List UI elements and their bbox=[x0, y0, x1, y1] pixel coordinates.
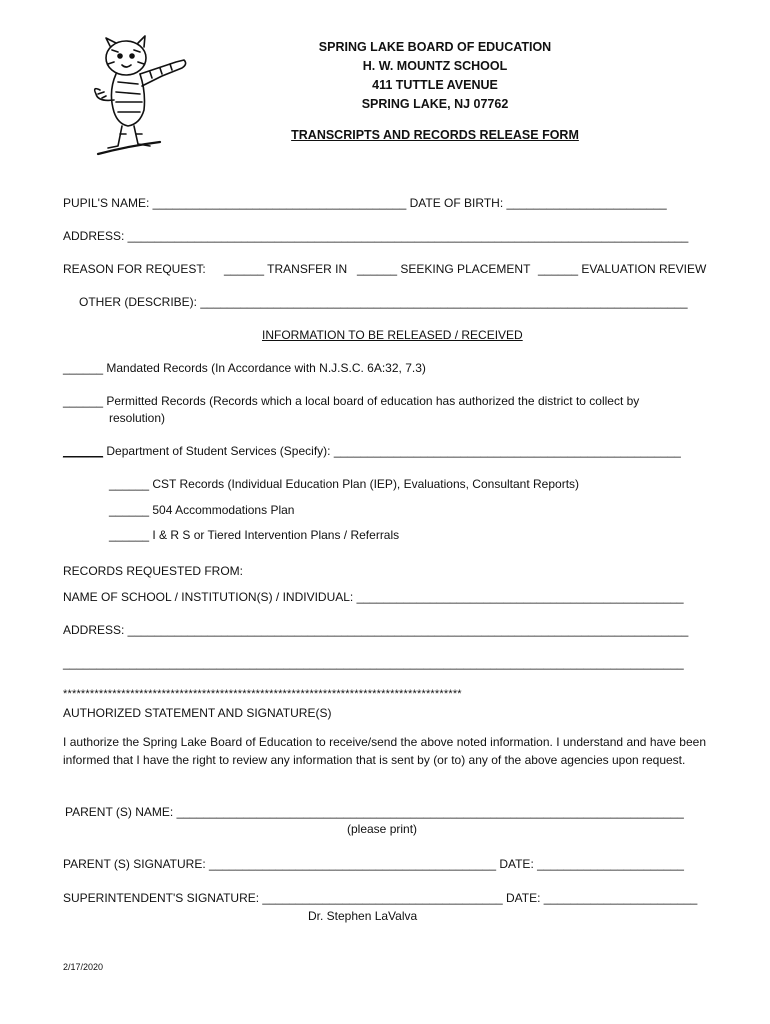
header-line-board: SPRING LAKE BOARD OF EDUCATION bbox=[318, 40, 552, 54]
header-line-address: 411 TUTTLE AVENUE bbox=[372, 78, 498, 92]
student-services-blank[interactable]: ______ bbox=[63, 444, 104, 458]
permitted-records-cont: resolution) bbox=[109, 411, 166, 425]
other-describe-field[interactable]: OTHER (DESCRIBE): _________________________________________________________________________ bbox=[79, 295, 688, 309]
reason-label: REASON FOR REQUEST: bbox=[63, 262, 206, 276]
address-field[interactable]: ADDRESS: ____________________________________________________________________________________ bbox=[63, 229, 689, 243]
student-services-option[interactable] bbox=[63, 443, 681, 459]
evaluation-review-option[interactable]: ______ EVALUATION REVIEW bbox=[538, 262, 707, 276]
header-line-school: H. W. MOUNTZ SCHOOL bbox=[362, 59, 508, 73]
parent-signature-field[interactable]: PARENT (S) SIGNATURE: ___________________________________________ DATE: ______________________ bbox=[63, 857, 684, 871]
tiger-mascot-icon bbox=[88, 30, 198, 160]
separator-stars: ***************************************************************************************** bbox=[63, 688, 462, 700]
plan-504-option[interactable]: ______ 504 Accommodations Plan bbox=[109, 503, 295, 517]
auth-statement: I authorize the Spring Lake Board of Education to receive/send the above noted information. I understand and have been informed that I have the right to review any information that is sent by (or to) any of the above agencies upon request. bbox=[63, 735, 706, 767]
seeking-placement-option[interactable]: ______ SEEKING PLACEMENT bbox=[357, 262, 531, 276]
mandated-records-option[interactable]: ______ Mandated Records (In Accordance with N.J.S.C. 6A:32, 7.3) bbox=[63, 361, 426, 375]
superintendent-name: Dr. Stephen LaValva bbox=[308, 909, 418, 923]
parent-name-field[interactable]: PARENT (S) NAME: ____________________________________________________________________________ bbox=[65, 805, 684, 819]
header-line-city: SPRING LAKE, NJ 07762 bbox=[361, 97, 509, 111]
superintendent-signature-field[interactable]: SUPERINTENDENT'S SIGNATURE: ____________________________________ DATE: _______________________ bbox=[63, 891, 698, 905]
info-heading: INFORMATION TO BE RELEASED / RECEIVED bbox=[262, 328, 523, 342]
pupil-name-field[interactable]: PUPIL'S NAME: ______________________________________ DATE OF BIRTH: ________________________ bbox=[63, 196, 667, 210]
auth-heading: AUTHORIZED STATEMENT AND SIGNATURE(S) bbox=[63, 706, 332, 720]
permitted-records-option[interactable]: ______ Permitted Records (Records which a local board of education has authorized the district to collect by bbox=[63, 394, 640, 408]
records-from-heading: RECORDS REQUESTED FROM: bbox=[63, 564, 244, 578]
footer-date: 2/17/2020 bbox=[63, 962, 104, 972]
student-services-text: Department of Student Services (Specify): ____________________________________________________ bbox=[103, 444, 681, 458]
please-print-note: (please print) bbox=[347, 822, 418, 836]
form-title: TRANSCRIPTS AND RECORDS RELEASE FORM bbox=[291, 128, 579, 142]
school-header bbox=[250, 38, 620, 114]
institution-address-field[interactable]: ADDRESS: ____________________________________________________________________________________ bbox=[63, 623, 689, 637]
cst-records-option[interactable]: ______ CST Records (Individual Education Plan (IEP), Evaluations, Consultant Reports) bbox=[109, 477, 580, 491]
transfer-in-option[interactable]: ______ TRANSFER IN bbox=[224, 262, 348, 276]
school-name-field[interactable]: NAME OF SCHOOL / INSTITUTION(S) / INDIVIDUAL: _________________________________________________ bbox=[63, 590, 684, 604]
institution-address-line2[interactable]: _____________________________________________________________________________________________ bbox=[63, 656, 684, 670]
irs-plans-option[interactable]: ______ I & R S or Tiered Intervention Plans / Referrals bbox=[109, 528, 400, 542]
